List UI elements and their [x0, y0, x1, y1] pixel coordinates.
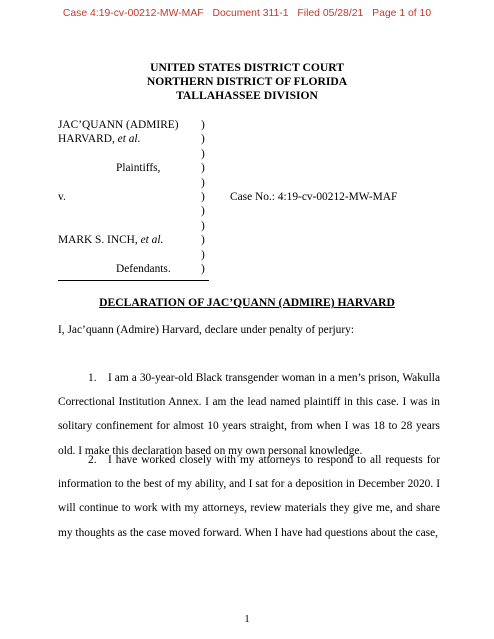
- court-name: UNITED STATES DISTRICT COURT: [150, 61, 344, 74]
- case-number: Case No.: 4:19-cv-00212-MW-MAF: [230, 190, 398, 203]
- defendant-name: MARK S. INCH, et al.: [58, 234, 164, 247]
- court-heading: [0, 61, 494, 103]
- document-page: Case 4:19-cv-00212-MW-MAF Document 311-1 Filed 05/28/21 Page 1 of 10 UNITED STATES DISTRICT COURT NORTHERN DISTRICT OF FLORIDA TALLAHASSEE DIVISION JAC’QUANN (ADMIRE) ) HARVARD, et al. ) ) Plaintiffs, ) ) v. ) Case No.: 4:19-cv-00212-MW-MAF ) ) MARK S. INCH, et al. ) ) Defendants. ) DECLARATION OF JAC’QUANN (ADMIRE) HARVARD I, Jac’quann (Admire) Harvard, declare under penalty of perjury: 1. I am a 30-year-old Black transgender woman in a men’s prison, Wakulla Correctional Institution Annex. I am the lead named plaintiff in this case. I was in solitary confinement for almost 10 years straight, from when I was 18 to 28 years old. I make this declaration based on my own personal knowledge. 2. I have worked closely with my attorneys to respond to all requests for information to the best of my ability, and I sat for a deposition in December 2020. I will continue to work with my attorneys, review materials they give me, and share my thoughts as the case moved forward. When I have had questions about the case, 1: [0, 0, 494, 639]
- court-division: TALLAHASSEE DIVISION: [176, 89, 318, 102]
- court-district: NORTHERN DISTRICT OF FLORIDA: [146, 75, 348, 88]
- defendants-label: Defendants.: [116, 262, 171, 275]
- paragraph-number: 1.: [88, 372, 97, 384]
- plaintiff-name-line1: JAC’QUANN (ADMIRE): [58, 119, 179, 131]
- et-al: et al.: [117, 133, 141, 146]
- header-document-number: Document 311-1: [212, 8, 289, 19]
- caption-divider: [58, 280, 209, 281]
- paragraph-text: I have worked closely with my attorneys to respond to all requests for information to the best of my ability, and I sat for a deposition in December 2020. I will continue to work with my attorneys, review materials they give me, and share my thoughts as the case moved forward. When I have had questions about the case,: [58, 454, 440, 539]
- filing-header: [0, 8, 494, 19]
- plaintiffs-label: Plaintiffs,: [116, 162, 161, 175]
- versus-label: v.: [58, 190, 66, 203]
- paragraph-2: [58, 448, 440, 545]
- intro-paragraph: I, Jac’quann (Admire) Harvard, declare under penalty of perjury:: [58, 324, 355, 336]
- header-page-count: Page 1 of 10: [372, 8, 432, 19]
- header-filed-date: Filed 05/28/21: [297, 8, 364, 19]
- paragraph-text: I am a 30-year-old Black transgender woman in a men’s prison, Wakulla Correctional Institution Annex. I am the lead named plaintiff in this case. I was in solitary confinement for almost 10 years straight, from when I was 18 to 28 years old. I make this declaration based on my own personal knowledge.: [58, 372, 440, 457]
- declaration-title: DECLARATION OF JAC’QUANN (ADMIRE) HARVARD: [99, 296, 395, 309]
- page-number: 1: [244, 614, 250, 625]
- header-case-number: Case 4:19-cv-00212-MW-MAF: [62, 8, 204, 19]
- plaintiff-name-line2: HARVARD, et al.: [58, 133, 141, 146]
- paragraph-number: 2.: [88, 454, 97, 466]
